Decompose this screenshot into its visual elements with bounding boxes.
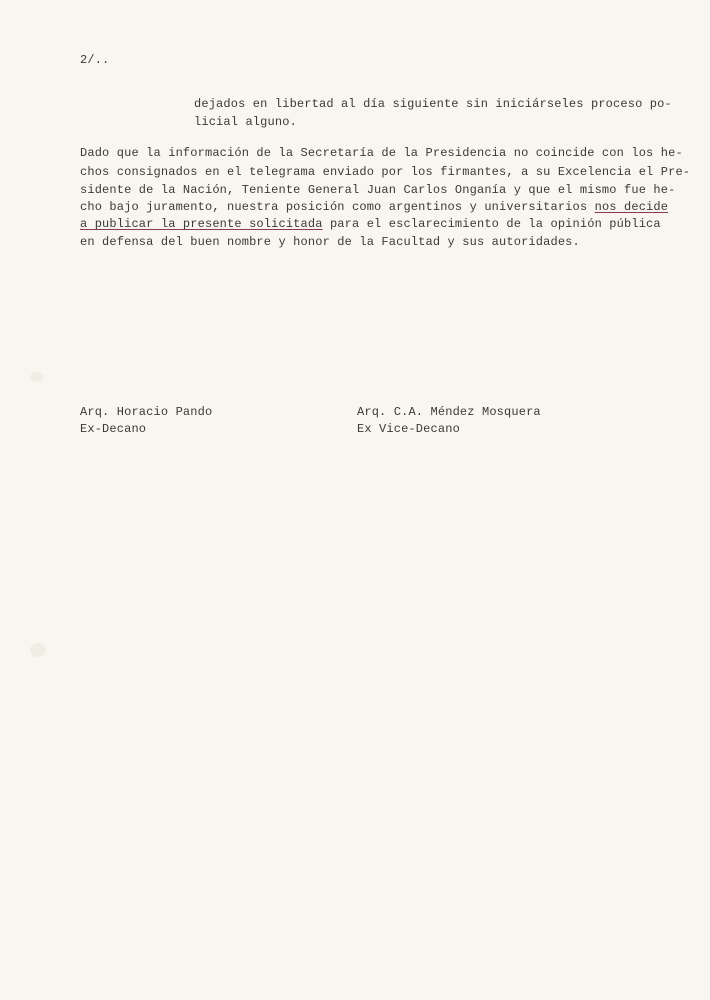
underlined-phrase-1: nos decide [594,200,669,214]
paragraph-2-line-6: en defensa del buen nombre y honor de la Facultad y sus autoridades. [80,235,580,249]
underlined-phrase-2: a publicar la presente solicitada [80,217,323,231]
signature-left-title: Ex-Decano [80,422,147,436]
paragraph-1-line-1: dejados en libertad al día siguiente sin iniciárseles proceso po- [194,97,672,111]
paragraph-1-line-2: licial alguno. [194,115,297,129]
paper-blemish [30,643,46,657]
paragraph-2-line-4-text: cho bajo juramento, nuestra posición como argentinos y universitarios [80,200,595,214]
page-number: 2/.. [80,53,110,67]
paragraph-2-line-1: Dado que la información de la Secretaría de la Presidencia no coincide con los he- [80,146,683,160]
paragraph-2-line-5-text: para el esclarecimiento de la opinión pública [322,217,661,231]
signature-right-name: Arq. C.A. Méndez Mosquera [357,405,541,419]
signature-right-title: Ex Vice-Decano [357,422,460,436]
paragraph-2-line-3: sidente de la Nación, Teniente General Juan Carlos Onganía y que el mismo fue he- [80,183,676,197]
paragraph-2-line-4 [80,199,668,215]
paragraph-2-line-5 [80,216,661,232]
paper-blemish [30,372,44,382]
signature-left-name: Arq. Horacio Pando [80,405,213,419]
paragraph-2-line-2: chos consignados en el telegrama enviado por los firmantes, a su Excelencia el Pre- [80,165,691,179]
